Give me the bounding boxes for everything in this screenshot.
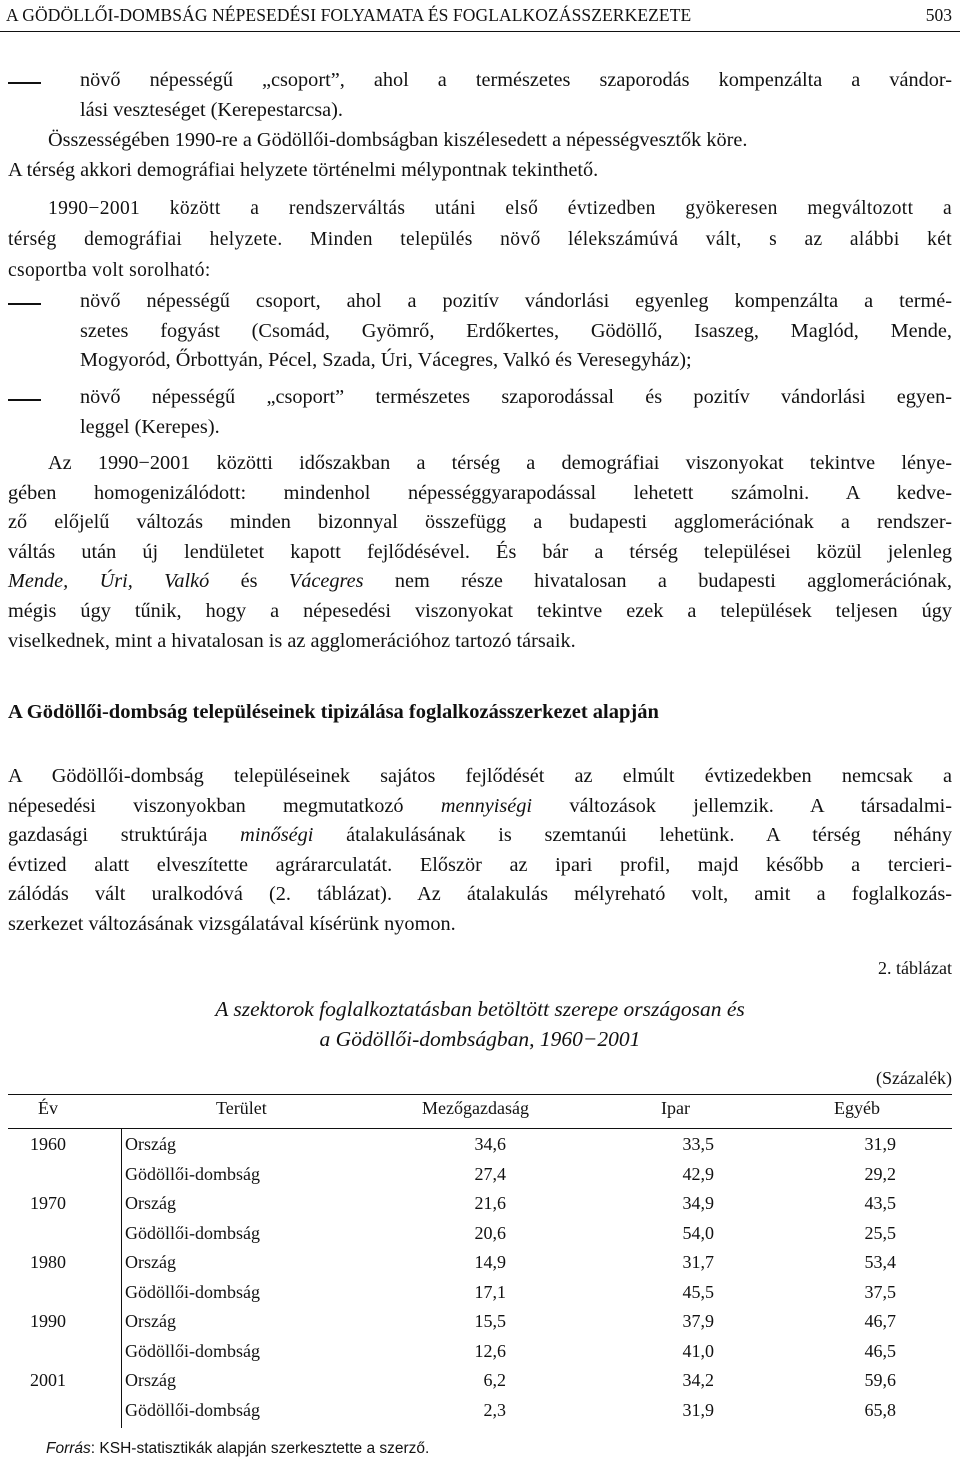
cell-area: Ország bbox=[125, 1193, 176, 1213]
column-header-year: Év bbox=[38, 1098, 58, 1118]
cell-agriculture: 12,6 bbox=[474, 1340, 506, 1361]
cell-year: 1990 bbox=[30, 1311, 66, 1331]
cell-other: 53,4 bbox=[864, 1252, 896, 1272]
text-line: A térség akkori demográfiai helyzete történelmi mélypontnak tekinthető. bbox=[8, 158, 599, 181]
cell-other: 46,7 bbox=[864, 1311, 896, 1331]
paragraph-1 bbox=[8, 126, 952, 185]
italic-place-name: Vácegres bbox=[288, 570, 364, 593]
cell-area: Gödöllői-dombság bbox=[125, 1340, 260, 1361]
page-number: 503 bbox=[925, 5, 952, 25]
source-text: : KSH-statisztikák alapján szerkesztette a szerző. bbox=[90, 1440, 430, 1457]
cell-area: Gödöllői-dombság bbox=[125, 1222, 260, 1243]
table-header-rule bbox=[8, 1128, 952, 1129]
cell-area: Ország bbox=[125, 1370, 176, 1390]
text-line: Összességében 1990-re a Gödöllői-dombságban kiszélesedett a népességvesztők köre. bbox=[48, 129, 748, 151]
text-line bbox=[8, 567, 952, 597]
cell-year: 1980 bbox=[30, 1252, 66, 1272]
table-top-rule bbox=[8, 1094, 952, 1095]
column-header-industry: Ipar bbox=[661, 1098, 690, 1118]
bullet-dash bbox=[8, 82, 41, 84]
cell-agriculture: 15,5 bbox=[474, 1311, 506, 1331]
table-unit: (Százalék) bbox=[876, 1068, 952, 1088]
cell-other: 31,9 bbox=[864, 1134, 896, 1154]
table-source bbox=[46, 1440, 429, 1458]
cell-area: Gödöllői-dombság bbox=[125, 1281, 260, 1302]
text-line: Az 1990−2001 közötti időszakban a térség a demográfiai viszonyokat tekintve lénye- bbox=[48, 452, 952, 474]
cell-year: 2001 bbox=[30, 1370, 66, 1390]
text-line: lási veszteséget (Kerepestarcsa). bbox=[80, 98, 343, 121]
text-line bbox=[8, 821, 952, 851]
text-fragment: nem része hivatalosan a budapesti agglomerációnak, bbox=[363, 570, 953, 593]
cell-industry: 34,2 bbox=[682, 1370, 714, 1390]
cell-agriculture: 21,6 bbox=[474, 1193, 506, 1213]
table-caption bbox=[0, 994, 960, 1054]
italic-word: minőségi bbox=[240, 824, 314, 847]
caption-line: a Gödöllői-dombságban, 1960−2001 bbox=[319, 1027, 641, 1051]
text-line: szerkezet változásának vizsgálatával kísérünk nyomon. bbox=[8, 912, 456, 935]
column-header-agriculture: Mezőgazdaság bbox=[422, 1098, 529, 1118]
paragraph-4 bbox=[8, 762, 952, 940]
section-heading: A Gödöllői-dombság településeinek tipizálása foglalkozásszerkezet alapján bbox=[8, 701, 659, 723]
cell-agriculture: 34,6 bbox=[474, 1134, 506, 1154]
cell-other: 46,5 bbox=[864, 1340, 896, 1361]
cell-agriculture: 20,6 bbox=[474, 1222, 506, 1243]
column-header-area: Terület bbox=[216, 1098, 267, 1118]
text-line: mégis úgy tűnik, hogy a népesedési viszonyokat tekintve ezek a települések teljesen úgy bbox=[8, 599, 952, 622]
bullet-item-group-b bbox=[80, 383, 952, 442]
paragraph-2 bbox=[8, 193, 952, 286]
paragraph-3 bbox=[8, 449, 952, 656]
text-fragment: változások jellemzik. A társadalmi- bbox=[532, 794, 952, 817]
text-line: növő népességű csoport, ahol a pozitív vándorlási egyenleg kompenzálta a termé- bbox=[80, 290, 952, 312]
running-header bbox=[0, 0, 960, 32]
cell-area: Ország bbox=[125, 1311, 176, 1331]
text-line: csoportba volt sorolható: bbox=[8, 260, 211, 281]
cell-other: 59,6 bbox=[864, 1370, 896, 1390]
cell-industry: 37,9 bbox=[682, 1311, 714, 1331]
cell-agriculture: 14,9 bbox=[474, 1252, 506, 1272]
text-fragment: átalakulásának is szemtanúi lehetünk. A térség néhány bbox=[313, 824, 953, 847]
text-line: növő népességű „csoport” természetes szaporodással és pozitív vándorlási egyen- bbox=[80, 386, 952, 408]
text-line: leggel (Kerepes). bbox=[80, 415, 220, 438]
cell-agriculture: 17,1 bbox=[474, 1281, 506, 1302]
text-line: viselkednek, mint a hivatalosan is az agglomerációhoz tartozó társaik. bbox=[8, 629, 576, 652]
cell-agriculture: 6,2 bbox=[483, 1370, 506, 1390]
text-line: gében homogenizálódott: mindenhol népességgyarapodással lehetett számolni. A kedve- bbox=[8, 481, 952, 504]
cell-agriculture: 2,3 bbox=[483, 1399, 506, 1420]
bullet-item-group-a bbox=[80, 287, 952, 376]
cell-industry: 34,9 bbox=[682, 1193, 714, 1213]
text-fragment: népesedési viszonyokban megmutatkozó bbox=[8, 794, 441, 817]
bullet-item-kerepestarcsa bbox=[80, 66, 952, 125]
text-line: 1990−2001 között a rendszerváltás utáni első évtizedben gyökeresen megváltozott a bbox=[48, 198, 952, 219]
text-fragment: és bbox=[209, 570, 289, 593]
cell-area: Ország bbox=[125, 1134, 176, 1154]
column-header-other: Egyéb bbox=[834, 1098, 880, 1118]
cell-year: 1960 bbox=[30, 1134, 66, 1154]
bullet-dash bbox=[8, 303, 41, 305]
cell-other: 43,5 bbox=[864, 1193, 896, 1213]
italic-word: mennyiségi bbox=[440, 794, 533, 817]
cell-industry: 54,0 bbox=[682, 1222, 714, 1243]
text-line: szetes fogyást (Csomád, Gyömrő, Erdőkertes, Gödöllő, Isaszeg, Maglód, Mende, bbox=[80, 319, 952, 342]
cell-industry: 45,5 bbox=[682, 1281, 714, 1302]
text-line: növő népességű „csoport”, ahol a természetes szaporodás kompenzálta a vándor- bbox=[80, 69, 952, 91]
source-label: Forrás bbox=[46, 1440, 91, 1457]
text-line: zálódás vált uralkodóvá (2. táblázat). Az átalakulás mélyreható volt, amit a foglalkozás- bbox=[8, 883, 952, 906]
cell-industry: 31,7 bbox=[682, 1252, 714, 1272]
cell-other: 65,8 bbox=[864, 1399, 896, 1420]
cell-other: 37,5 bbox=[864, 1281, 896, 1302]
cell-area: Gödöllői-dombság bbox=[125, 1399, 260, 1420]
text-line: ző előjelű változás minden bizonnyal összefügg a budapesti agglomerációnak a rendszer- bbox=[8, 511, 952, 534]
bullet-dash bbox=[8, 399, 41, 401]
text-line: Mogyoród, Őrbottyán, Pécel, Szada, Úri, Vácegres, Valkó és Veresegyház); bbox=[80, 349, 692, 372]
cell-area: Ország bbox=[125, 1252, 176, 1272]
cell-agriculture: 27,4 bbox=[474, 1163, 506, 1184]
table-column-divider bbox=[121, 1128, 122, 1428]
text-line bbox=[8, 792, 952, 822]
cell-industry: 42,9 bbox=[682, 1163, 714, 1184]
cell-year: 1970 bbox=[30, 1193, 66, 1213]
text-line: évtized alatt elveszítette agrárarculatát. Először az ipari profil, majd később a tercieri- bbox=[8, 853, 952, 876]
cell-industry: 31,9 bbox=[682, 1399, 714, 1420]
cell-other: 25,5 bbox=[864, 1222, 896, 1243]
text-line: térség demográfiai helyzete. Minden település növő lélekszámúvá vált, s az alábbi két bbox=[8, 229, 952, 250]
table-number: 2. táblázat bbox=[878, 958, 952, 978]
cell-industry: 33,5 bbox=[682, 1134, 714, 1154]
running-header-title: A GÖDÖLLŐI-DOMBSÁG NÉPESEDÉSI FOLYAMATA ÉS FOGLALKOZÁSSZERKEZETE bbox=[6, 5, 692, 25]
text-line: váltás után új lendületet kapott fejlődésével. És bár a térség települései közül jelenleg bbox=[8, 540, 952, 563]
italic-place-names: Mende, Úri, Valkó bbox=[8, 570, 210, 593]
caption-line: A szektorok foglalkoztatásban betöltött szerepe országosan és bbox=[215, 997, 745, 1021]
cell-area: Gödöllői-dombság bbox=[125, 1163, 260, 1184]
text-line: A Gödöllői-dombság településeinek sajátos fejlődését az elmúlt évtizedekben nemcsak a bbox=[8, 765, 952, 787]
cell-industry: 41,0 bbox=[682, 1340, 714, 1361]
cell-other: 29,2 bbox=[864, 1163, 896, 1184]
text-fragment: gazdasági struktúrája bbox=[8, 824, 241, 847]
